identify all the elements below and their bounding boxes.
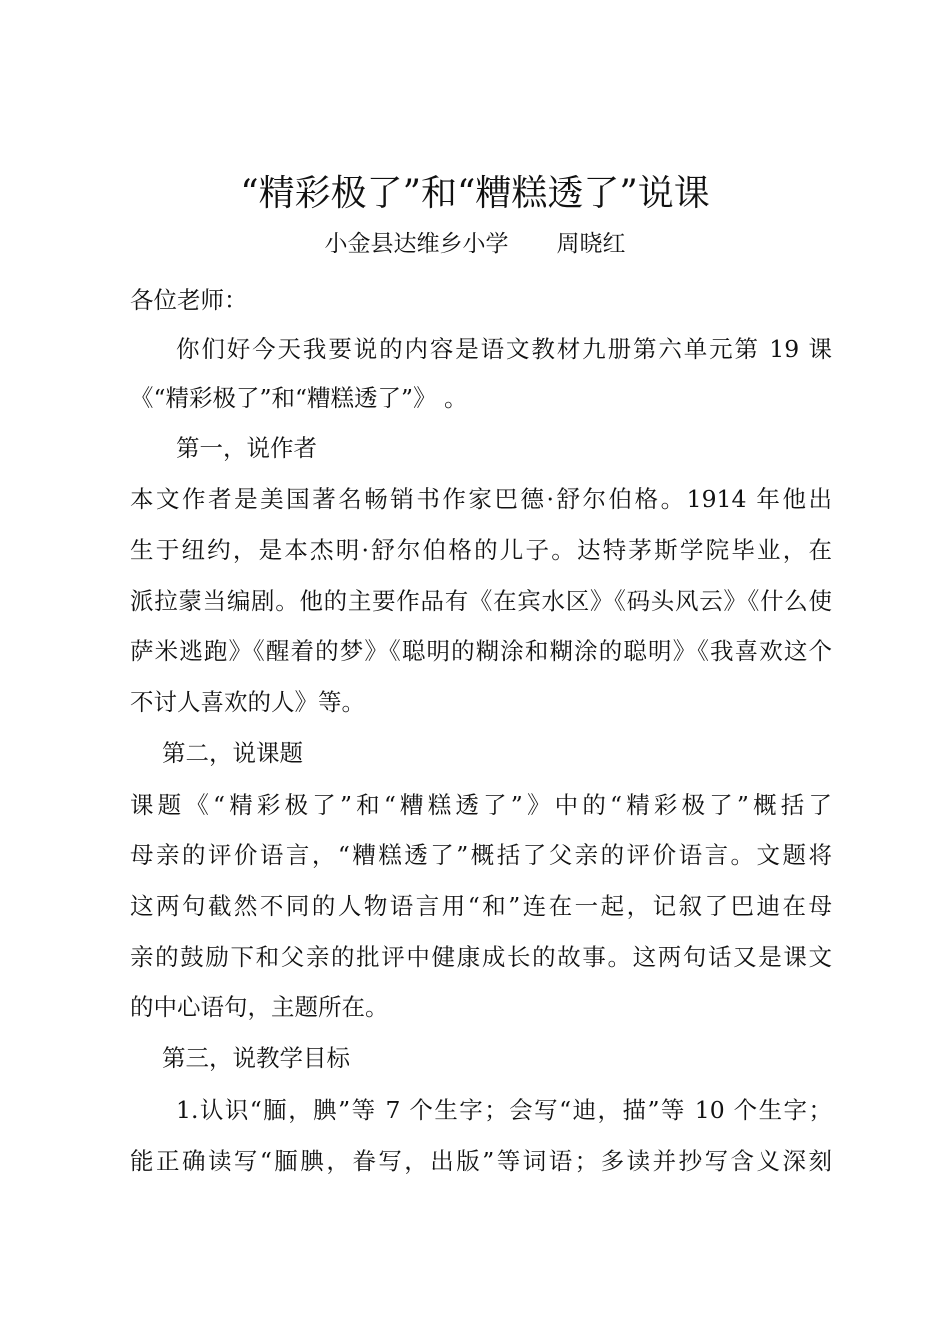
school-name: 小金县达维乡小学 (324, 231, 509, 257)
paragraph-line: 课题《“精彩极了”和“糟糕透了”》中的“精彩极了”概括了 (130, 791, 832, 819)
paragraph-line: 派拉蒙当编剧。他的主要作品有《在宾水区》《码头风云》《什么使 (130, 587, 832, 615)
section-heading-title: 第二，说课题 (162, 739, 303, 767)
paragraph-line: 本文作者是美国著名畅销书作家巴德·舒尔伯格。1914 年他出 (130, 485, 832, 513)
greeting: 各位老师： (130, 286, 248, 314)
paragraph-line: 的中心语句，主题所在。 (130, 993, 389, 1021)
section-heading-author: 第一，说作者 (176, 434, 317, 462)
paragraph-line: 母亲的评价语言，“糟糕透了”概括了父亲的评价语言。文题将 (130, 841, 832, 869)
paragraph-line: 萨米逃跑》《醒着的梦》《聪明的糊涂和糊涂的聪明》《我喜欢这个 (130, 637, 832, 665)
intro-line-1: 你们好今天我要说的内容是语文教材九册第六单元第 19 课 (176, 335, 832, 363)
author-name: 周晓红 (556, 231, 626, 257)
paragraph-line: 亲的鼓励下和父亲的批评中健康成长的故事。这两句话又是课文 (130, 943, 832, 971)
section-heading-objectives: 第三，说教学目标 (162, 1044, 350, 1072)
byline (0, 228, 950, 260)
paragraph-line: 这两句截然不同的人物语言用“和”连在一起，记叙了巴迪在母 (130, 892, 832, 920)
paragraph-line: 能正确读写“腼腆，眷写，出版”等词语；多读并抄写含义深刻 (130, 1147, 832, 1175)
paragraph-line: 不讨人喜欢的人》等。 (130, 688, 365, 716)
intro-line-2: 《“精彩极了”和“糟糕透了”》 。 (130, 384, 468, 412)
paragraph-line: 生于纽约，是本杰明·舒尔伯格的儿子。达特茅斯学院毕业，在 (130, 536, 832, 564)
paragraph-line: 1.认识“腼，腆”等 7 个生字；会写“迪，描”等 10 个生字； (176, 1096, 832, 1124)
document-title: “精彩极了”和“糟糕透了”说课 (240, 173, 710, 214)
